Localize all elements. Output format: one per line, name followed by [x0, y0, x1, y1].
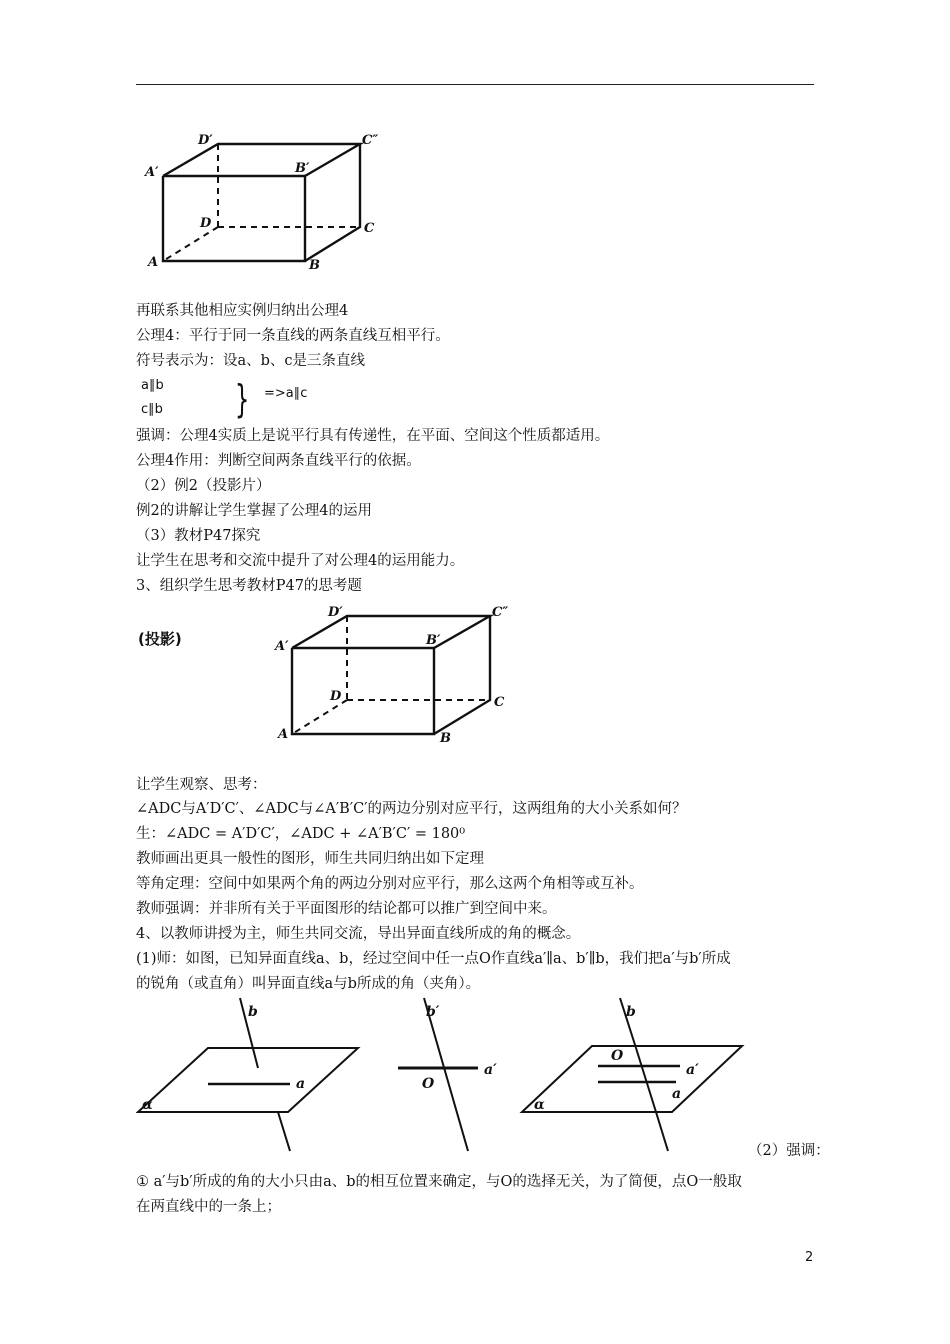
label-A: A [148, 255, 159, 270]
brace-symbol: } [234, 377, 250, 421]
label-b-prime: b′ [426, 1004, 440, 1020]
text-line-5: 公理4作用：判断空间两条直线平行的依据。 [136, 453, 421, 469]
label-B-prime: B′ [295, 161, 310, 176]
text-line-4: 强调：公理4实质上是说平行具有传递性，在平面、空间这个性质都适用。 [136, 428, 610, 444]
label-alpha: α [534, 1097, 545, 1113]
cuboid-figure-1 [140, 128, 390, 273]
label-a-prime: a′ [484, 1062, 497, 1078]
label-A-prime: A′ [145, 165, 159, 180]
symbolic-premise-2: c∥b [141, 402, 163, 417]
text-line-12: ∠ADC与A′D′C′、∠ADC与∠A′B′C′的两边分别对应平行，这两组角的大小关系如何？ [136, 801, 687, 817]
text-line-3: 符号表示为：设a、b、c是三条直线 [136, 353, 366, 369]
symbolic-result: =>a∥c [264, 386, 308, 401]
text-line-7: 例2的讲解让学生掌握了公理4的运用 [136, 503, 372, 519]
label-C: C [364, 221, 375, 236]
label-B: B [309, 258, 320, 273]
label-C: C [494, 695, 505, 710]
text-line-18: (1)师：如图，已知异面直线a、b，经过空间中任一点O作直线a′∥a、b′∥b，我们把a′与b′所成 [136, 951, 731, 967]
label-C-prime: C″ [492, 605, 509, 620]
emphasis-heading: （2）强调： [748, 1143, 830, 1159]
header-rule [136, 84, 814, 85]
text-line-14: 教师画出更具一般性的图形，师生共同归纳出如下定理 [136, 851, 484, 867]
text-line-20: ① a′与b′所成的角的大小只由a、b的相互位置来确定，与O的选择无关，为了简便，点O一般取 [136, 1174, 742, 1190]
label-a-prime: a′ [686, 1062, 699, 1078]
text-line-2: 公理4：平行于同一条直线的两条直线互相平行。 [136, 328, 450, 344]
label-b: b [626, 1004, 636, 1020]
label-O: O [422, 1076, 435, 1092]
label-C-prime: C″ [362, 133, 379, 148]
symbolic-premise-1: a∥b [141, 378, 164, 393]
label-D-prime: D′ [198, 133, 213, 148]
text-line-8: （3）教材P47探究 [136, 528, 261, 544]
label-B-prime: B′ [426, 633, 441, 648]
skew-lines-figure [136, 996, 746, 1156]
label-a: a [672, 1086, 682, 1102]
text-line-15: 等角定理：空间中如果两个角的两边分别对应平行，那么这两个角相等或互补。 [136, 876, 644, 892]
page-number: 2 [805, 1250, 814, 1265]
text-line-21: 在两直线中的一条上； [136, 1199, 281, 1215]
text-line-17: 4、以教师讲授为主，师生共同交流，导出异面直线所成的角的概念。 [136, 926, 581, 942]
cuboid-figure-2 [272, 600, 522, 748]
text-line-6: （2）例2（投影片） [136, 478, 271, 494]
label-alpha: α [142, 1097, 153, 1113]
text-line-11: 让学生观察、思考： [136, 777, 267, 793]
text-line-19: 的锐角（或直角）叫异面直线a与b所成的角（夹角）。 [136, 976, 481, 992]
label-b: b [248, 1004, 258, 1020]
label-D: D [330, 689, 342, 704]
label-a: a [296, 1076, 306, 1092]
label-D: D [200, 216, 212, 231]
text-line-10: 3、组织学生思考教材P47的思考题 [136, 578, 362, 594]
text-line-13: 生：∠ADC = A′D′C′，∠ADC + ∠A′B′C′ = 180⁰ [136, 826, 466, 842]
text-line-16: 教师强调：并非所有关于平面图形的结论都可以推广到空间中来。 [136, 901, 557, 917]
text-line-9: 让学生在思考和交流中提升了对公理4的运用能力。 [136, 553, 465, 569]
text-line-1: 再联系其他相应实例归纳出公理4 [136, 303, 349, 319]
projection-caption: (投影) [138, 630, 182, 648]
label-A: A [278, 727, 289, 742]
label-O: O [611, 1048, 624, 1064]
label-B: B [440, 731, 451, 746]
label-A-prime: A′ [275, 639, 289, 654]
label-D-prime: D′ [328, 605, 343, 620]
